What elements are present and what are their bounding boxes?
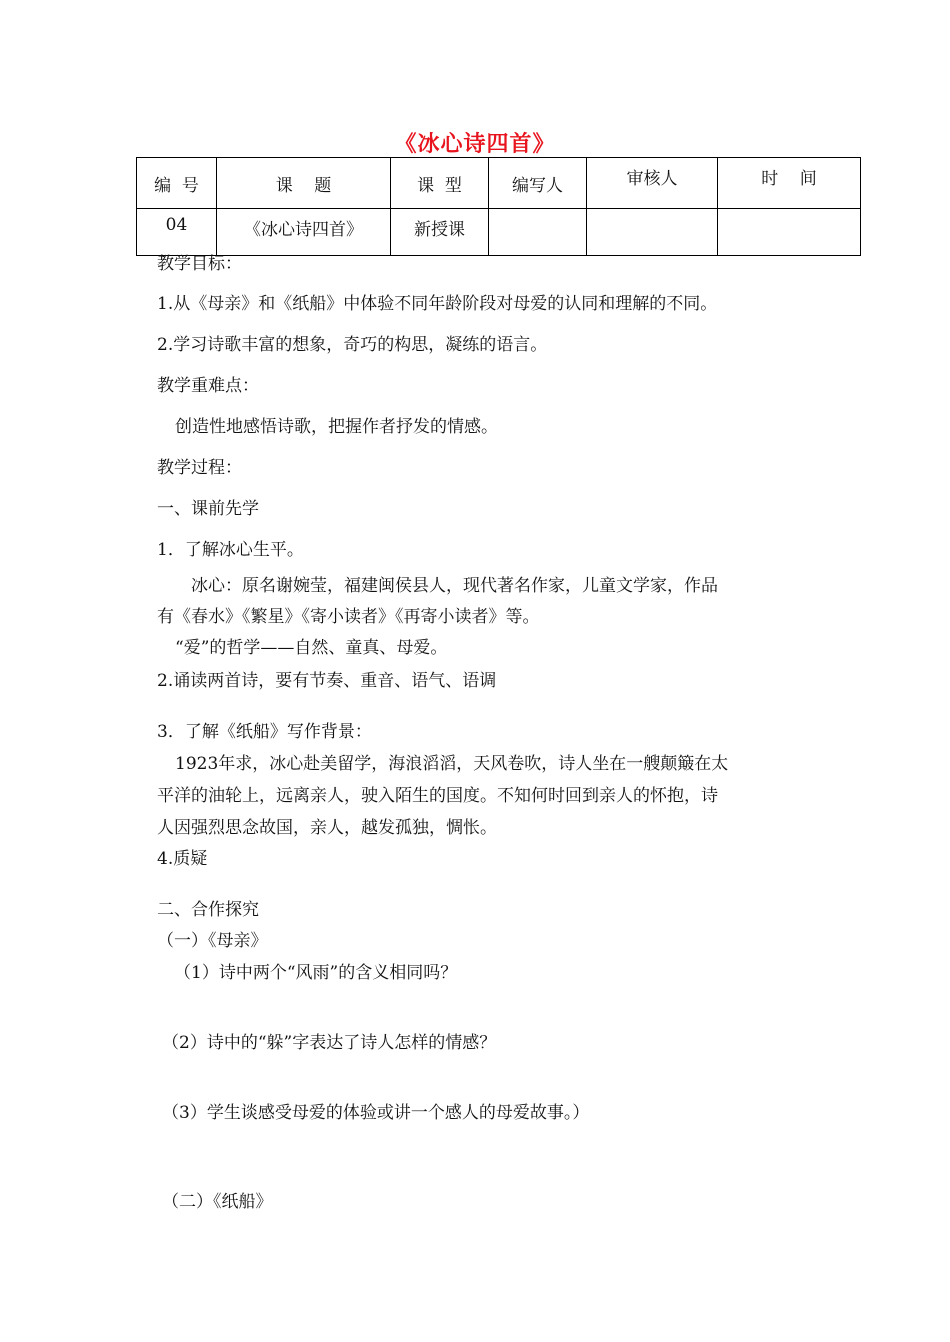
bingxin-bio-line-1: 冰心：原名谢婉莹，福建闽侯县人，现代著名作家，儿童文学家，作品 bbox=[191, 576, 718, 596]
step-4: 4.质疑 bbox=[157, 849, 208, 869]
objective-1: 1.从《母亲》和《纸船》中体验不同年龄阶段对母爱的认同和理解的不同。 bbox=[157, 294, 718, 314]
header-author: 编写人 bbox=[489, 158, 587, 209]
keypoint-text: 创造性地感悟诗歌，把握作者抒发的情感。 bbox=[175, 417, 498, 437]
cell-author bbox=[489, 209, 587, 256]
question-1: （1）诗中两个“风雨”的含义相同吗？ bbox=[174, 963, 458, 983]
background-line-1: 1923年求，冰心赴美留学，海浪滔滔，天风卷吹，诗人坐在一艘颠簸在太 bbox=[175, 754, 729, 774]
cell-type: 新授课 bbox=[391, 209, 489, 256]
step-1: 1．了解冰心生平。 bbox=[157, 540, 304, 560]
objective-2: 2.学习诗歌丰富的想象，奇巧的构思，凝练的语言。 bbox=[157, 335, 548, 355]
question-3: （3）学生谈感受母爱的体验或讲一个感人的母爱故事。） bbox=[162, 1103, 590, 1123]
bingxin-bio-line-2: 有《春水》《繁星》《寄小读者》《再寄小读者》等。 bbox=[157, 607, 540, 627]
question-2: （2）诗中的“躲”字表达了诗人怎样的情感？ bbox=[162, 1033, 497, 1053]
step-3: 3．了解《纸船》写作背景： bbox=[157, 722, 372, 742]
header-number: 编 号 bbox=[137, 158, 217, 209]
lesson-info-table bbox=[136, 157, 861, 256]
cell-time bbox=[718, 209, 861, 256]
step-2: 2.诵读两首诗，要有节奏、重音、语气、语调 bbox=[157, 671, 497, 691]
table-header-row bbox=[137, 158, 861, 209]
part-2-heading: 二、合作探究 bbox=[157, 900, 259, 920]
cell-topic: 《冰心诗四首》 bbox=[217, 209, 391, 256]
background-line-2: 平洋的油轮上，远离亲人，驶入陌生的国度。不知何时回到亲人的怀抱，诗 bbox=[157, 786, 718, 806]
section-heading-keypoints: 教学重难点： bbox=[157, 376, 259, 396]
background-line-3: 人因强烈思念故国，亲人，越发孤独，惆怅。 bbox=[157, 818, 497, 838]
header-topic: 课 题 bbox=[217, 158, 391, 209]
header-type: 课 型 bbox=[391, 158, 489, 209]
cell-number: 04 bbox=[137, 209, 217, 256]
header-time: 时 间 bbox=[718, 158, 861, 209]
header-reviewer: 审核人 bbox=[587, 158, 718, 209]
section-heading-process: 教学过程： bbox=[157, 458, 242, 478]
document-title: 《冰心诗四首》 bbox=[394, 132, 556, 157]
section-heading-objectives: 教学目标： bbox=[157, 254, 242, 274]
subsection-paper-boat: （二）《纸船》 bbox=[162, 1192, 273, 1212]
cell-reviewer bbox=[587, 209, 718, 256]
philosophy-of-love: “爱”的哲学——自然、童真、母爱。 bbox=[175, 638, 448, 658]
subsection-mother: （一）《母亲》 bbox=[157, 931, 268, 951]
table-row bbox=[137, 209, 861, 256]
part-1-heading: 一、课前先学 bbox=[157, 499, 259, 519]
